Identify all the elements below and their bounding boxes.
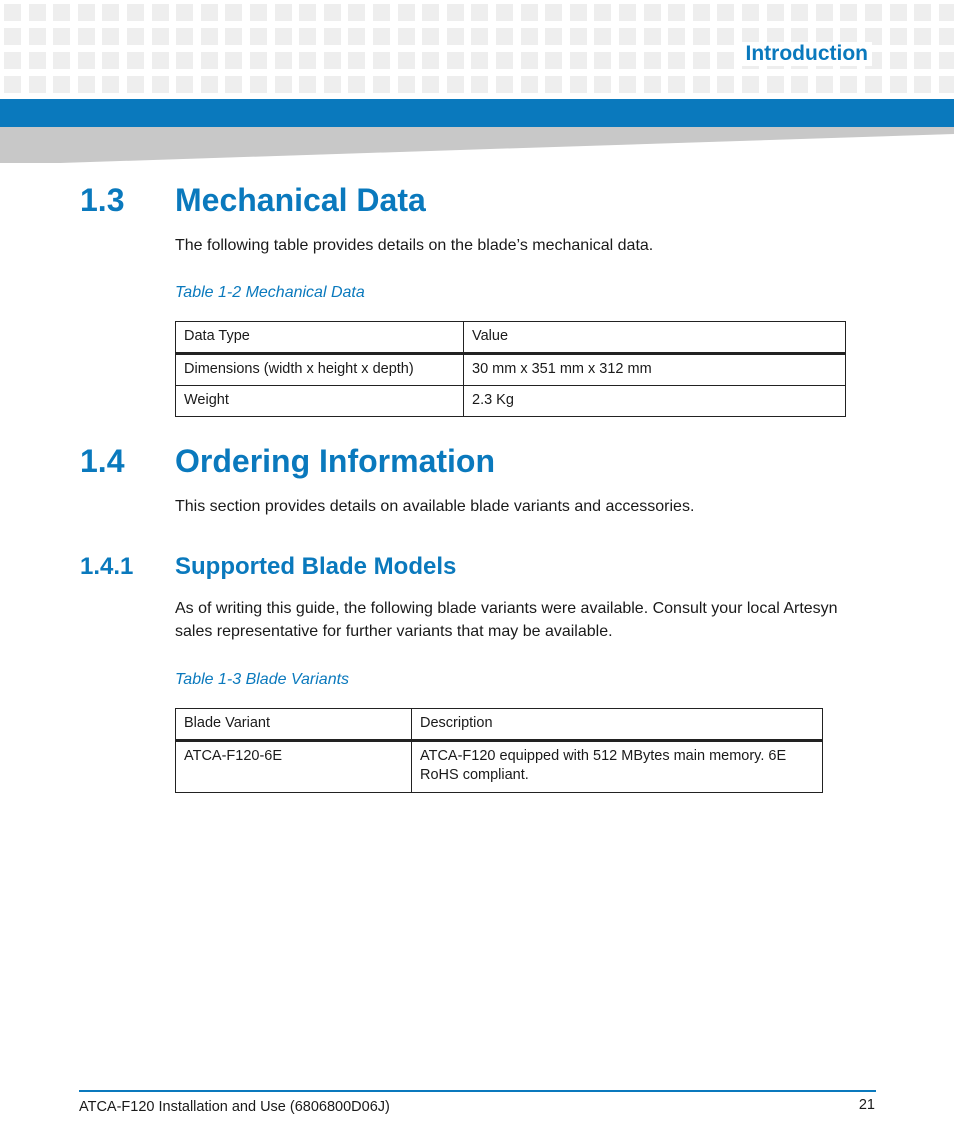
header-pattern-square — [865, 4, 882, 21]
header-pattern-square — [4, 76, 21, 93]
header-pattern-square — [4, 28, 21, 45]
header-pattern-square — [570, 52, 587, 69]
header-pattern-square — [447, 28, 464, 45]
header-pattern-square — [545, 28, 562, 45]
header-pattern-square — [447, 52, 464, 69]
section-intro: This section provides details on available blade variants and accessories. — [175, 498, 695, 515]
header-pattern-square — [890, 4, 907, 21]
header-pattern-square — [594, 76, 611, 93]
header-pattern-square — [201, 76, 218, 93]
header-pattern-square — [29, 76, 46, 93]
table-cell: Dimensions (width x height x depth) — [176, 354, 464, 386]
header-pattern-square — [840, 76, 857, 93]
header-pattern-square — [102, 76, 119, 93]
header-pattern-square — [594, 52, 611, 69]
header-pattern-square — [324, 76, 341, 93]
header-pattern-square — [668, 76, 685, 93]
header-pattern-square — [398, 28, 415, 45]
header-pattern-square — [176, 4, 193, 21]
header-pattern-square — [619, 4, 636, 21]
table-header-cell: Description — [412, 709, 823, 741]
header-pattern-square — [791, 4, 808, 21]
header-pattern-square — [201, 52, 218, 69]
header-pattern-square — [644, 4, 661, 21]
header-pattern-square — [570, 28, 587, 45]
header-pattern-square — [176, 28, 193, 45]
header-pattern-square — [471, 28, 488, 45]
header-pattern-square — [717, 4, 734, 21]
header-pattern-square — [471, 76, 488, 93]
header-pattern-square — [545, 76, 562, 93]
header-pattern-square — [447, 76, 464, 93]
intro-line: sales representative for further variants that may be available. — [175, 623, 613, 640]
header-pattern-square — [348, 52, 365, 69]
header-pattern-square — [668, 28, 685, 45]
header-pattern-square — [299, 4, 316, 21]
header-pattern-square — [324, 52, 341, 69]
header-pattern-square — [521, 28, 538, 45]
header-pattern-square — [127, 4, 144, 21]
header-pattern-square — [594, 28, 611, 45]
header-pattern-square — [791, 76, 808, 93]
header-pattern-square — [521, 52, 538, 69]
table-cell: ATCA-F120 equipped with 512 MBytes main memory. 6E RoHS compliant. — [412, 741, 823, 793]
header-pattern-square — [324, 28, 341, 45]
intro-line: As of writing this guide, the following blade variants were available. Consult your local Artesyn — [175, 600, 838, 617]
header-pattern-square — [373, 4, 390, 21]
table-cell: Weight — [176, 386, 464, 417]
header-pattern-square — [865, 76, 882, 93]
header-pattern-square — [471, 52, 488, 69]
header-pattern-square — [693, 4, 710, 21]
header-pattern-square — [78, 28, 95, 45]
header-pattern-square — [717, 76, 734, 93]
table-cell: ATCA-F120-6E — [176, 741, 412, 793]
section-heading-1-3 — [80, 182, 880, 222]
header-pattern-square — [201, 28, 218, 45]
table-header-cell: Data Type — [176, 322, 464, 354]
header-pattern-square — [939, 52, 954, 69]
table-row — [176, 741, 823, 793]
table-header-row — [176, 709, 823, 741]
header-pattern-square — [742, 4, 759, 21]
section-title: Ordering Information — [175, 443, 495, 479]
header-pattern-square — [693, 28, 710, 45]
section-heading-1-4-1 — [80, 553, 880, 583]
header-pattern-square — [373, 28, 390, 45]
header-pattern-square — [102, 28, 119, 45]
header-pattern-square — [275, 76, 292, 93]
header-pattern-square — [890, 52, 907, 69]
header-pattern-square — [225, 28, 242, 45]
header-pattern-square — [496, 4, 513, 21]
table-header-row — [176, 322, 846, 354]
blade-variants-table — [175, 708, 823, 793]
header-pattern-square — [152, 76, 169, 93]
header-pattern-square — [53, 76, 70, 93]
table-cell: 30 mm x 351 mm x 312 mm — [464, 354, 846, 386]
header-pattern-square — [29, 52, 46, 69]
header-pattern-square — [225, 52, 242, 69]
header-pattern-square — [176, 52, 193, 69]
header-pattern-square — [348, 4, 365, 21]
header-pattern-square — [127, 28, 144, 45]
page-number: 21 — [858, 1097, 875, 1113]
header-pattern-square — [717, 28, 734, 45]
header-pattern-square — [914, 52, 931, 69]
table-row — [176, 386, 846, 417]
header-pattern-square — [717, 52, 734, 69]
header-pattern-square — [53, 28, 70, 45]
section-title: Supported Blade Models — [175, 553, 457, 580]
header-pattern-square — [127, 52, 144, 69]
header-blue-band — [0, 99, 954, 127]
table-cell: 2.3 Kg — [464, 386, 846, 417]
table-header-cell: Value — [464, 322, 846, 354]
section-number: 1.4 — [80, 443, 125, 479]
header-pattern-square — [471, 4, 488, 21]
header-pattern-square — [422, 28, 439, 45]
header-pattern-square — [152, 28, 169, 45]
header-pattern-square — [422, 76, 439, 93]
table-header-cell: Blade Variant — [176, 709, 412, 741]
header-pattern-square — [668, 4, 685, 21]
header-pattern-square — [939, 28, 954, 45]
header-pattern-square — [250, 28, 267, 45]
header-pattern-square — [521, 76, 538, 93]
header-pattern-square — [127, 76, 144, 93]
header-pattern-square — [668, 52, 685, 69]
header-pattern-square — [447, 4, 464, 21]
header-pattern-square — [619, 28, 636, 45]
header-pattern-square — [29, 28, 46, 45]
header-pattern-square — [152, 4, 169, 21]
header-pattern-square — [4, 52, 21, 69]
header-pattern-square — [422, 4, 439, 21]
header-pattern-square — [152, 52, 169, 69]
section-number: 1.4.1 — [80, 553, 134, 580]
table-row — [176, 354, 846, 386]
header-pattern-square — [619, 52, 636, 69]
table-caption: Table 1-3 Blade Variants — [175, 671, 350, 688]
header-pattern-square — [496, 28, 513, 45]
header-pattern-square — [324, 4, 341, 21]
section-intro: The following table provides details on the blade’s mechanical data. — [175, 237, 654, 254]
header-pattern-square — [816, 4, 833, 21]
header-pattern-square — [914, 4, 931, 21]
header-pattern-square — [570, 4, 587, 21]
header-pattern-square — [176, 76, 193, 93]
header-pattern-square — [644, 52, 661, 69]
header-pattern-square — [496, 76, 513, 93]
header-pattern-square — [373, 52, 390, 69]
header-pattern-square — [299, 52, 316, 69]
header-pattern-square — [250, 76, 267, 93]
header-pattern-square — [816, 76, 833, 93]
header-pattern-square — [78, 52, 95, 69]
header-pattern-square — [102, 52, 119, 69]
footer-document-title: ATCA-F120 Installation and Use (6806800D06J) — [79, 1099, 390, 1115]
header-pattern-square — [570, 76, 587, 93]
header-pattern-square — [78, 76, 95, 93]
section-title: Mechanical Data — [175, 182, 426, 218]
header-pattern-square — [914, 28, 931, 45]
header-pattern-square — [693, 76, 710, 93]
header-pattern-square — [348, 76, 365, 93]
header-pattern-square — [225, 76, 242, 93]
header-pattern-square — [398, 76, 415, 93]
header-pattern-square — [644, 28, 661, 45]
section-intro — [175, 597, 895, 643]
section-number: 1.3 — [80, 182, 125, 218]
chapter-title: Introduction — [742, 42, 872, 66]
header-pattern-square — [742, 76, 759, 93]
header-pattern-square — [102, 4, 119, 21]
header-pattern-square — [4, 4, 21, 21]
header-pattern-square — [250, 52, 267, 69]
header-pattern-square — [914, 76, 931, 93]
header-pattern-square — [619, 76, 636, 93]
header-pattern-square — [275, 52, 292, 69]
header-pattern-square — [840, 4, 857, 21]
footer-rule — [79, 1090, 876, 1092]
header-pattern-square — [545, 4, 562, 21]
header-pattern-square — [594, 4, 611, 21]
header-pattern-square — [53, 52, 70, 69]
header-pattern-square — [201, 4, 218, 21]
header-pattern-square — [939, 4, 954, 21]
header-pattern-square — [693, 52, 710, 69]
header-pattern-square — [422, 52, 439, 69]
header-pattern-square — [225, 4, 242, 21]
header-pattern-square — [939, 76, 954, 93]
header-pattern-square — [348, 28, 365, 45]
header-pattern-square — [545, 52, 562, 69]
header-pattern-square — [767, 76, 784, 93]
header-pattern-square — [275, 28, 292, 45]
header-pattern-square — [496, 52, 513, 69]
header-pattern-square — [767, 4, 784, 21]
header-pattern-square — [521, 4, 538, 21]
mechanical-data-table — [175, 321, 846, 417]
header-pattern-square — [250, 4, 267, 21]
header-pattern-square — [398, 52, 415, 69]
header-pattern-square — [299, 76, 316, 93]
header-pattern-square — [275, 4, 292, 21]
header-pattern-square — [890, 28, 907, 45]
table-caption: Table 1-2 Mechanical Data — [175, 284, 365, 301]
section-heading-1-4 — [80, 443, 880, 483]
header-pattern-square — [53, 4, 70, 21]
header-pattern-square — [373, 76, 390, 93]
header-pattern-square — [78, 4, 95, 21]
header-pattern-square — [644, 76, 661, 93]
header-pattern-square — [890, 76, 907, 93]
header-pattern-square — [29, 4, 46, 21]
header-pattern-square — [299, 28, 316, 45]
header-gray-swoosh — [0, 127, 954, 163]
header-pattern-square — [398, 4, 415, 21]
